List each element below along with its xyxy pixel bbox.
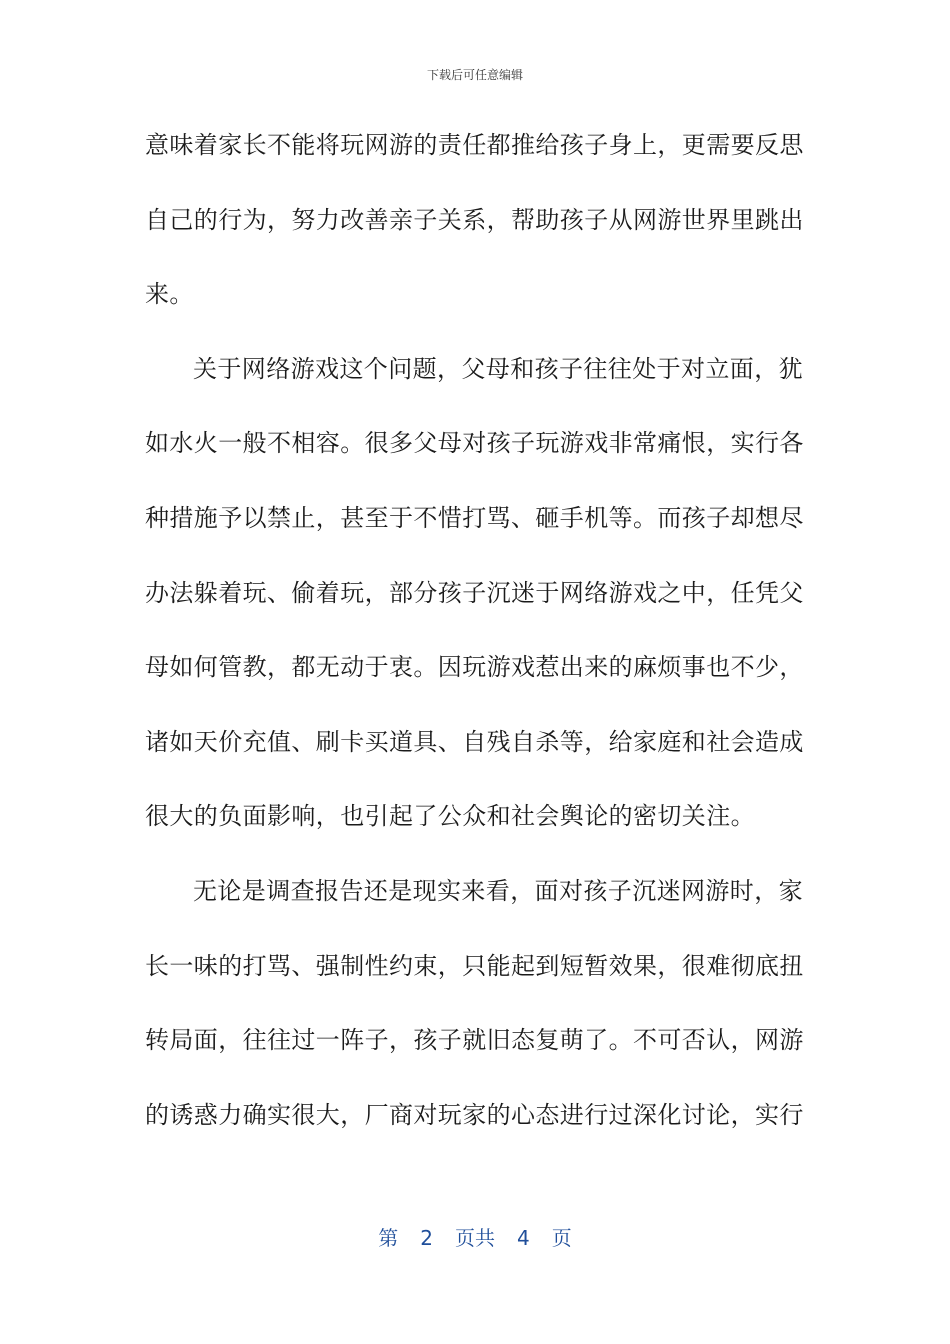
text-line: 诸如天价充值、刷卡买道具、自残自杀等，给家庭和社会造成	[145, 727, 804, 756]
text-line: 来。	[145, 280, 194, 309]
text-line: 自己的行为，努力改善亲子关系，帮助孩子从网游世界里跳出	[145, 205, 804, 234]
text-line: 母如何管教，都无动于衷。因玩游戏惹出来的麻烦事也不少，	[145, 653, 804, 682]
paragraph-first-line: 关于网络游戏这个问题，父母和孩子往往处于对立面，犹	[193, 354, 803, 383]
text-line: 转局面，往往过一阵子，孩子就旧态复萌了。不可否认，网游	[145, 1026, 804, 1055]
document-body	[145, 118, 804, 1162]
footer-prefix: 第	[378, 1226, 399, 1250]
text-line: 如水火一般不相容。很多父母对孩子玩游戏非常痛恨，实行各	[145, 429, 804, 458]
text-line: 长一味的打骂、强制性约束，只能起到短暂效果，很难彻底扭	[145, 951, 804, 980]
header-note: 下载后可任意编辑	[426, 68, 523, 82]
text-line: 很大的负面影响，也引起了公众和社会舆论的密切关注。	[145, 802, 755, 831]
text-line: 的诱惑力确实很大，厂商对玩家的心态进行过深化讨论，实行	[145, 1100, 804, 1129]
page-footer	[0, 1224, 950, 1252]
footer-middle: 页共	[455, 1226, 495, 1250]
footer-suffix: 页	[551, 1226, 572, 1250]
text-line: 办法躲着玩、偷着玩，部分孩子沉迷于网络游戏之中，任凭父	[145, 578, 804, 607]
footer-total-pages: 4	[517, 1226, 530, 1250]
paragraph-first-line: 无论是调查报告还是现实来看，面对孩子沉迷网游时，家	[193, 876, 803, 905]
footer-current-page: 2	[420, 1226, 433, 1250]
text-line: 种措施予以禁止，甚至于不惜打骂、砸手机等。而孩子却想尽	[145, 503, 804, 532]
text-line: 意味着家长不能将玩网游的责任都推给孩子身上，更需要反思	[145, 131, 804, 159]
